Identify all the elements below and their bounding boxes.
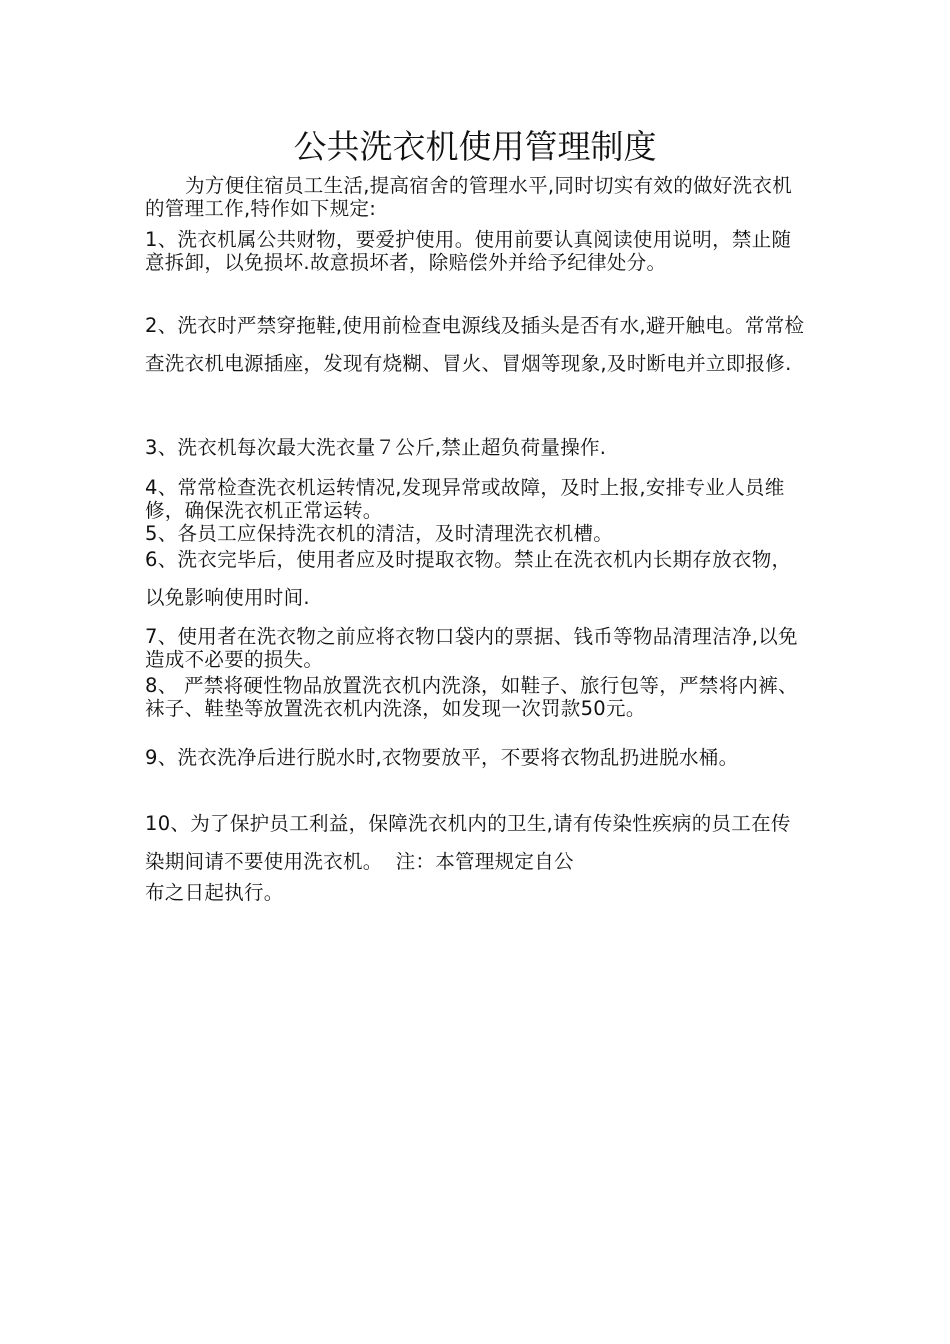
rule-10-block: [145, 805, 810, 904]
rule-4: 4、常常检查洗衣机运转情况,发现异常或故障，及时上报,安排专业人员维修，确保洗衣机正常运转。: [145, 476, 785, 522]
document-title: 公共洗衣机使用管理制度: [293, 127, 657, 166]
rule-8: 8、 严禁将硬性物品放置洗衣机内洗涤，如鞋子、旅行包等，严禁将内裤、袜子、鞋垫等放置洗衣机内洗涤，如发现一次罚款50元。: [145, 674, 798, 720]
rule-10: [145, 805, 810, 881]
rule-1: 1、洗衣机属公共财物，要爱护使用。使用前要认真阅读使用说明，禁止随意拆卸，以免损坏.故意损坏者，除赔偿外并给予纪律处分。: [145, 228, 792, 274]
rule-5: 5、各员工应保持洗衣机的清洁，及时清理洗衣机槽。: [145, 522, 614, 545]
rule-9: 9、洗衣洗净后进行脱水时,衣物要放平，不要将衣物乱扔进脱水桶。: [145, 746, 739, 769]
rule-3: 3、洗衣机每次最大洗衣量７公斤,禁止超负荷量操作.: [145, 436, 607, 459]
rule-7: 7、使用者在洗衣物之前应将衣物口袋内的票据、钱币等物品清理洁净,以免造成不必要的损失。: [145, 625, 798, 671]
rule-10-text: 10、为了保护员工利益，保障洗衣机内的卫生,请有传染性疾病的员工在传染期间请不要使用洗衣机。: [145, 812, 791, 873]
effective-note-start: 注：本管理规定自公: [382, 850, 574, 873]
rule-2: 2、洗衣时严禁穿拖鞋,使用前检查电源线及插头是否有水,避开触电。常常检查洗衣机电源插座，发现有烧糊、冒火、冒烟等现象,及时断电并立即报修.: [145, 314, 805, 375]
rule-6: 6、洗衣完毕后，使用者应及时提取衣物。禁止在洗衣机内长期存放衣物，以免影响使用时间.: [145, 548, 792, 609]
effective-note-end: 布之日起执行。: [145, 881, 284, 904]
intro-paragraph: 为方便住宿员工生活,提高宿舍的管理水平,同时切实有效的做好洗衣机的管理工作,特作如下规定:: [145, 174, 792, 220]
